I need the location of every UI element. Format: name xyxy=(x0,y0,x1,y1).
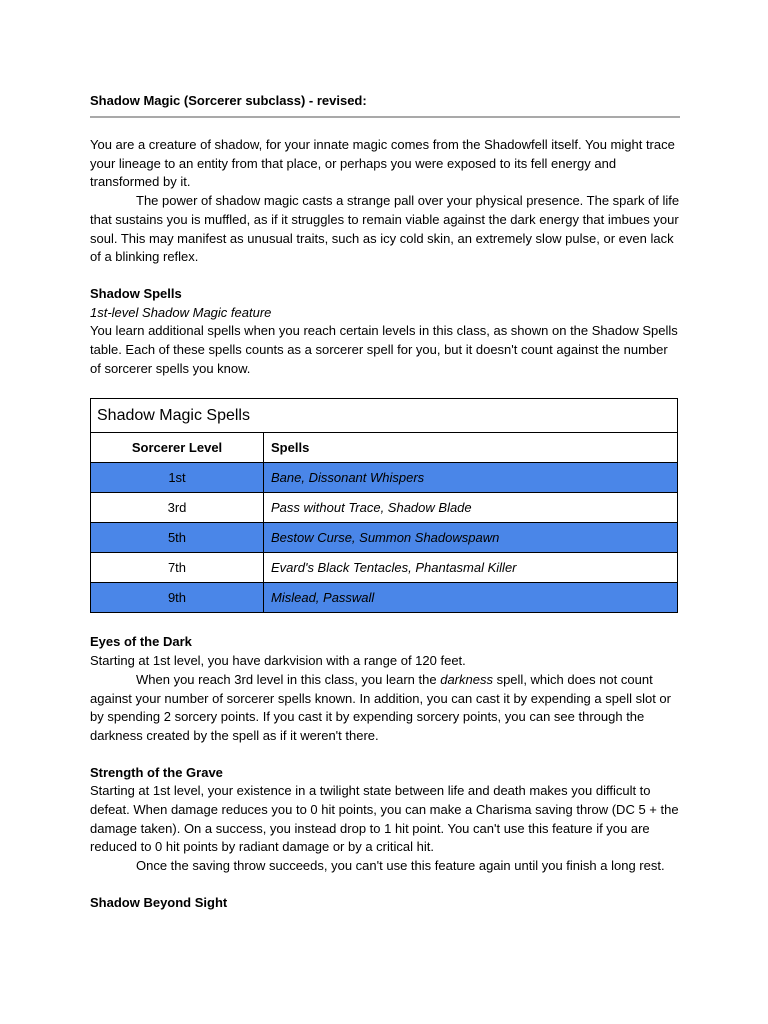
column-header-spells: Spells xyxy=(264,433,678,463)
level-cell: 1st xyxy=(91,463,264,493)
table-caption: Shadow Magic Spells xyxy=(91,399,678,433)
eyes-of-dark-paragraph: Starting at 1st level, you have darkvision with a range of 120 feet. xyxy=(90,653,466,669)
title-divider xyxy=(90,116,680,118)
table-row xyxy=(91,553,678,583)
column-header-level: Sorcerer Level xyxy=(91,433,264,463)
section-subheading-shadow-spells: 1st-level Shadow Magic feature xyxy=(90,304,272,320)
spells-cell: Bane, Dissonant Whispers xyxy=(264,463,678,493)
level-cell: 5th xyxy=(91,523,264,553)
spells-cell: Mislead, Passwall xyxy=(264,583,678,613)
shadow-spells-paragraph: You learn additional spells when you reach certain levels in this class, as shown on the Shadow Spells table. Each of these spells counts as a sorcerer spell for you, but it doesn't count against the number of sorcerer spells you know. xyxy=(90,323,678,376)
spells-cell: Evard's Black Tentacles, Phantasmal Killer xyxy=(264,553,678,583)
shadow-magic-spells-table xyxy=(90,398,678,613)
section-heading-shadow-spells: Shadow Spells xyxy=(90,285,182,301)
text-run: When you reach 3rd level in this class, you learn the xyxy=(136,671,441,687)
document-body xyxy=(90,91,680,913)
strength-of-grave-paragraph: Starting at 1st level, your existence in a twilight state between life and death makes you difficult to defeat. When damage reduces you to 0 hit points, you can make a Charisma saving throw (DC 5 + the damage taken). On a success, you instead drop to 1 hit point. You can't use this feature if you are reduced to 0 hit points by radiant damage or by a critical hit. xyxy=(90,783,679,855)
intro-paragraph: You are a creature of shadow, for your innate magic comes from the Shadowfell itself. You might trace your lineage to an entity from that place, or perhaps you were exposed to its fell energy and transformed by it. xyxy=(90,137,675,190)
spells-cell: Pass without Trace, Shadow Blade xyxy=(264,493,678,523)
level-cell: 3rd xyxy=(91,493,264,523)
table-header-row xyxy=(91,433,678,463)
section-heading-strength-of-the-grave: Strength of the Grave xyxy=(90,764,223,780)
intro-paragraph-2: The power of shadow magic casts a strange pall over your physical presence. The spark of life that sustains you is muffled, as if it struggles to remain viable against the dark energy that imbues your soul. This may manifest as unusual traits, such as icy cold skin, an extremely slow pulse, or even lack of a blinking reflex. xyxy=(90,193,680,265)
strength-of-grave-paragraph-2: Once the saving throw succeeds, you can't use this feature again until you finish a long rest. xyxy=(136,858,665,874)
text-run: spell, which does not count against your number of sorcerer spells known. In addition, you can cast it by expending a spell slot or by spending 2 sorcery points. If you cast it by expending sorcery points, you can see through the darkness created by the spell as if it weren't there. xyxy=(90,671,671,743)
level-cell: 7th xyxy=(91,553,264,583)
table-row xyxy=(91,523,678,553)
spells-cell: Bestow Curse, Summon Shadowspawn xyxy=(264,523,678,553)
section-heading-eyes-of-the-dark: Eyes of the Dark xyxy=(90,634,192,650)
level-cell: 9th xyxy=(91,583,264,613)
document-title: Shadow Magic (Sorcerer subclass) - revised: xyxy=(90,93,367,108)
table-row xyxy=(91,583,678,613)
spell-name-darkness: darkness xyxy=(440,671,493,687)
eyes-of-dark-paragraph-2 xyxy=(90,671,680,746)
table-row xyxy=(91,463,678,493)
table-row xyxy=(91,493,678,523)
section-heading-shadow-beyond-sight: Shadow Beyond Sight xyxy=(90,894,228,910)
